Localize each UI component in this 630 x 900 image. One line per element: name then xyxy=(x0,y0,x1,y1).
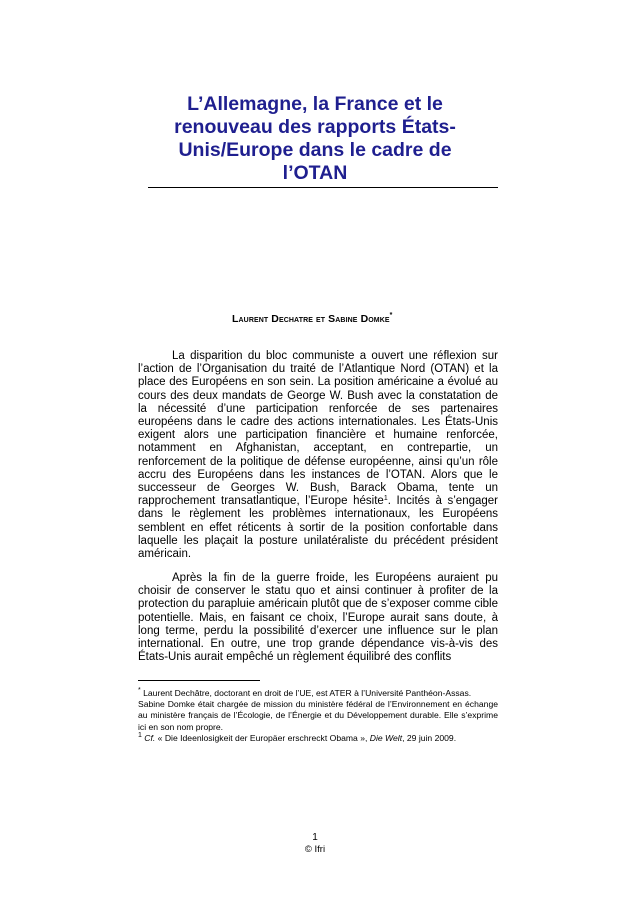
author-line xyxy=(232,312,392,325)
body-paragraph-2: Après la fin de la guerre froide, les Européens auraient pu choisir de conserver le statu quo et ainsi continuer à profiter de la protection du parapluie américain plutôt que de s’exposer comme cible potentielle. Mais, en faisant ce choix, l’Europe aurait sans doute, à long terme, perdu la possibilité d’exercer une influence sur le plan international. En outre, une trop grande dépendance vis-à-vis des États-Unis aurait empêché un règlement équilibré des conflits xyxy=(138,572,498,664)
footnote-star-mark: * xyxy=(138,687,141,694)
paragraph-1-text-b: . Incités à s’engager dans le règlement les problèmes internationaux, les Européens semblent en effet réticents à sortir de la position confortable dans laquelle les plaçait la posture unilatéraliste du précédent président américain. xyxy=(138,495,498,561)
footnotes xyxy=(138,688,498,744)
footnote-author-1-text: Laurent Dechâtre, doctorant en droit de l’UE, est ATER à l’Université Panthéon-Assas. xyxy=(140,688,472,698)
footnote-author-2: Sabine Domke était chargée de mission du ministère fédéral de l’Environnement en échange au ministère français de l’Écologie, de l’Énergie et du Développement durable. Elle s’exprime ici en son nom propre. xyxy=(138,699,498,732)
footnote-1-mark: 1 xyxy=(138,731,142,739)
footnote-1-cf: Cf. xyxy=(141,732,156,743)
footnote-author-1 xyxy=(138,688,498,699)
footnote-ref-1: 1 xyxy=(383,495,388,503)
footnote-1-source: Die Welt xyxy=(369,732,403,743)
author-names: Laurent Dechatre et Sabine Domke xyxy=(232,313,390,325)
title-underline xyxy=(148,187,498,188)
page-number: 1 xyxy=(312,832,318,843)
footnote-1-date: , 29 juin 2009. xyxy=(402,732,457,743)
author-footnote-mark: * xyxy=(389,312,393,319)
paragraph-1-text-a: La disparition du bloc communiste a ouvert une réflexion sur l’action de l’Organisation du traité de l’Atlantique Nord (OTAN) et la place des Européens en son sein. La position américaine a évolué au cours des deux mandats de George W. Bush avec la constatation de la nécessité d’une participation renforcée de ses partenaires européens dans le cadre des actions internationales. Les États-Unis exigent alors une participation financière et humaine renforcée, notamment en Afghanistan, acceptant, en contrepartie, un renforcement de la politique de défense européenne, ainsi qu’un rôle accru des Européens dans les instances de l’OTAN. Alors que le successeur de Georges W. Bush, Barack Obama, tente un rapprochement transatlantique, l’Europe hésite xyxy=(138,350,498,508)
footnote-separator xyxy=(138,680,260,681)
document-title: L’Allemagne, la France et le renouveau des rapports États-Unis/Europe dans le cadre de l’OTAN xyxy=(174,93,456,184)
footnote-1-quote: « Die Ideenlosigkeit der Europäer erschreckt Obama », xyxy=(155,732,370,743)
footnote-1 xyxy=(138,733,498,744)
body-paragraph-1 xyxy=(138,350,498,561)
copyright-notice: © Ifri xyxy=(304,844,326,855)
